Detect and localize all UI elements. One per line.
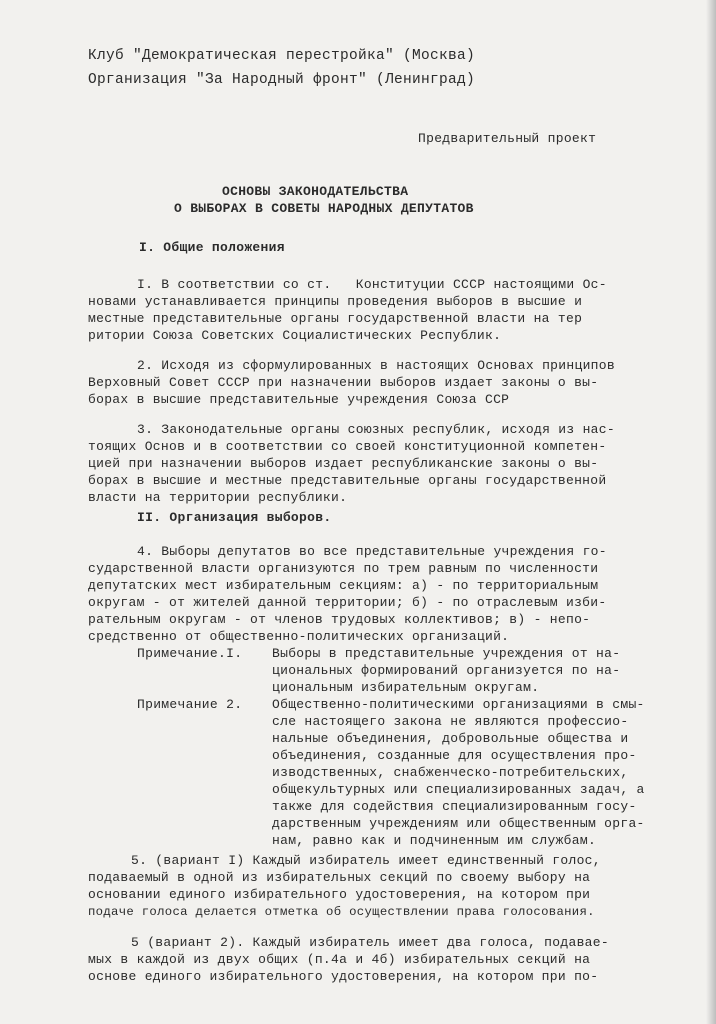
paragraph-1-line: I. В соответствии со ст. Конституции СССР настоящими Ос- bbox=[137, 277, 607, 292]
note-2-line: также для содействия специализированным госу- bbox=[272, 799, 637, 814]
paragraph-5a-line: основании единого избирательного удостоверения, на котором при bbox=[88, 887, 591, 902]
note-2-line: нам, равно как и подчиненным им службам. bbox=[272, 833, 597, 848]
note-1-line: циональных формирований организуется по на- bbox=[272, 663, 621, 678]
paragraph-3-line: тоящих Основ и в соответствии со своей конституционной компетен- bbox=[88, 439, 607, 454]
note-1-line: циональным избирательным округам. bbox=[272, 680, 540, 695]
paragraph-3-line: цией при назначении выборов издает республиканские законы о вы- bbox=[88, 456, 599, 471]
note-2-line: Общественно-политическими организациями в смы- bbox=[272, 697, 645, 712]
paragraph-5b-line: 5 (вариант 2). Каждый избиратель имеет два голоса, подавае- bbox=[131, 935, 609, 950]
org-line-1: Клуб "Демократическая перестройка" (Москва) bbox=[88, 48, 476, 64]
section-2-heading: II. Организация выборов. bbox=[137, 510, 332, 525]
paragraph-4-line: депутатских мест избирательным секциям: а) - по территориальным bbox=[88, 578, 599, 593]
draft-status: Предварительный проект bbox=[418, 131, 597, 146]
paragraph-2-line: 2. Исходя из сформулированных в настоящих Основах принципов bbox=[137, 358, 615, 373]
paragraph-4-line: сударственной власти организуются по трем равным по численности bbox=[88, 561, 599, 576]
paragraph-3-line: борах в высшие и местные представительные органы государственной bbox=[88, 473, 607, 488]
note-2-line: дарственным учреждениям или общественным орга- bbox=[272, 816, 645, 831]
paragraph-2-line: борах в высшие представительные учреждения Союза ССР bbox=[88, 392, 510, 407]
org-line-2: Организация "За Народный фронт" (Ленинград) bbox=[88, 72, 476, 88]
note-2-line: изводственных, снабженческо-потребительских, bbox=[272, 765, 629, 780]
paragraph-4-line: округам - от жителей данной территории; б) - по отраслевым изби- bbox=[88, 595, 607, 610]
note-2-line: нальные объединения, добровольные общества и bbox=[272, 731, 629, 746]
note-2-line: объединения, созданные для осуществления про- bbox=[272, 748, 637, 763]
paragraph-5b-line: основе единого избирательного удостоверения, на котором при по- bbox=[88, 969, 599, 984]
paragraph-5a-line: подаче голоса делается отметка об осуществлении права голосования. bbox=[88, 905, 595, 919]
paragraph-5a-line: 5. (вариант I) Каждый избиратель имеет единственный голос, bbox=[131, 853, 601, 868]
document-title-line-1: ОСНОВЫ ЗАКОНОДАТЕЛЬСТВА bbox=[222, 184, 409, 199]
note-2-line: сле настоящего закона не являются профессио- bbox=[272, 714, 629, 729]
paragraph-1-line: новами устанавливается принципы проведения выборов в высшие и bbox=[88, 294, 583, 309]
document-title-line-2: О ВЫБОРАХ В СОВЕТЫ НАРОДНЫХ ДЕПУТАТОВ bbox=[174, 201, 474, 216]
note-2-line: общекультурных или специализированных задач, а bbox=[272, 782, 645, 797]
paragraph-4-line: 4. Выборы депутатов во все представительные учреждения го- bbox=[137, 544, 607, 559]
paragraph-3-line: 3. Законодательные органы союзных республик, исходя из нас- bbox=[137, 422, 615, 437]
paragraph-5b-line: мых в каждой из двух общих (п.4а и 4б) избирательных секций на bbox=[88, 952, 591, 967]
paragraph-3-line: власти на территории республики. bbox=[88, 490, 348, 505]
paragraph-1-line: местные представительные органы государственной власти на тер bbox=[88, 311, 583, 326]
note-1-label: Примечание.I. bbox=[137, 646, 243, 661]
note-1-line: Выборы в представительные учреждения от на- bbox=[272, 646, 621, 661]
paragraph-2-line: Верховный Совет СССР при назначении выборов издает законы о вы- bbox=[88, 375, 599, 390]
paragraph-4-line: средственно от общественно-политических организаций. bbox=[88, 629, 510, 644]
paragraph-5a-line: подаваемый в одной из избирательных секций по своему выбору на bbox=[88, 870, 591, 885]
paragraph-1-line: ритории Союза Советских Социалистических Республик. bbox=[88, 328, 502, 343]
section-1-heading: I. Общие положения bbox=[139, 240, 285, 255]
paragraph-4-line: рательным округам - от членов трудовых коллективов; в) - непо- bbox=[88, 612, 591, 627]
note-2-label: Примечание 2. bbox=[137, 697, 243, 712]
